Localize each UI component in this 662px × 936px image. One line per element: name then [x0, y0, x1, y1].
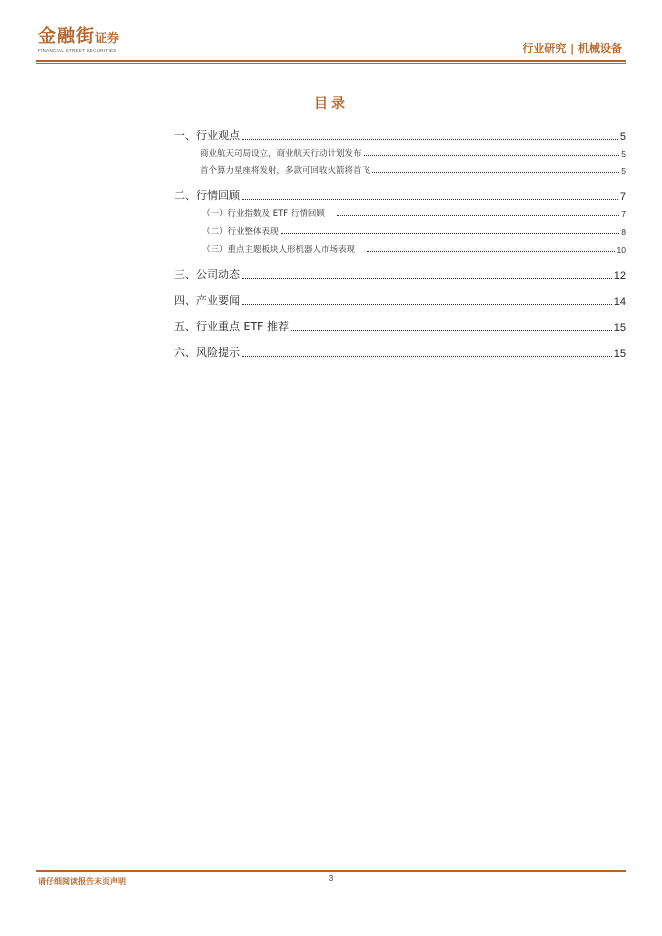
toc-leader — [364, 155, 620, 156]
toc-entry-label: 六、风险提示 — [174, 346, 240, 359]
toc-entry[interactable] — [174, 295, 626, 308]
toc-entry-label: 二、行情回顾 — [174, 189, 240, 202]
toc-entry[interactable] — [174, 321, 626, 334]
toc-entry[interactable] — [174, 244, 626, 255]
table-of-contents — [174, 130, 626, 360]
toc-entry-label: 五、行业重点 ETF 推荐 — [174, 320, 289, 333]
toc-entry[interactable] — [174, 269, 626, 282]
toc-entry-page: 5 — [621, 149, 626, 159]
header-divider — [36, 60, 626, 62]
toc-entry-page: 5 — [619, 131, 626, 143]
toc-entry[interactable] — [174, 208, 626, 219]
toc-entry-label: 一、行业观点 — [174, 129, 240, 142]
toc-entry-label: 四、产业要闻 — [174, 294, 240, 307]
toc-leader — [372, 172, 619, 173]
toc-leader — [242, 356, 612, 357]
logo-name-cn: 金融街 — [38, 26, 95, 47]
toc-entry-page: 12 — [613, 270, 626, 282]
toc-entry-label: 三、公司动态 — [174, 268, 240, 281]
toc-leader — [337, 215, 619, 216]
toc-leader — [242, 199, 618, 200]
toc-entry-page: 5 — [621, 166, 626, 176]
logo-text — [38, 27, 119, 48]
toc-leader — [242, 278, 612, 279]
report-category: 行业研究 | 机械设备 — [522, 42, 622, 55]
toc-leader — [367, 251, 615, 252]
logo-name-en: FINANCIAL STREET SECURITIES — [38, 48, 117, 53]
toc-entry-label: 商业航天司局设立，商业航天行动计划发布 — [200, 149, 362, 159]
toc-entry-label: （一）行业指数及 ETF 行情回顾 — [202, 209, 325, 219]
toc-entry-page: 15 — [613, 322, 626, 334]
toc-entry-page: 15 — [613, 348, 626, 360]
toc-leader — [242, 139, 618, 140]
header-divider-thin — [36, 63, 626, 64]
toc-entry[interactable] — [174, 130, 626, 143]
toc-entry[interactable] — [174, 165, 626, 176]
toc-title: 目录 — [314, 96, 348, 112]
logo-name-cn-small: 证券 — [95, 31, 120, 45]
toc-entry-page: 8 — [621, 227, 626, 237]
company-logo — [38, 27, 119, 54]
toc-entry-label: （三）重点主题板块人形机器人市场表现 — [202, 245, 356, 255]
page-number: 3 — [328, 874, 334, 883]
toc-leader — [242, 304, 612, 305]
toc-leader — [281, 233, 620, 234]
toc-entry-label: 首个算力星座将发射，多款可回收火箭将首飞 — [200, 166, 371, 176]
footer-divider — [36, 870, 626, 872]
toc-entry[interactable] — [174, 226, 626, 237]
toc-entry-page: 10 — [616, 245, 626, 255]
toc-entry-page: 7 — [619, 191, 626, 203]
toc-entry-page: 7 — [621, 209, 626, 219]
footer-disclaimer: 请仔细阅读报告末页声明 — [38, 877, 126, 886]
toc-entry[interactable] — [174, 190, 626, 203]
toc-entry-label: （二）行业整体表现 — [202, 227, 279, 237]
toc-entry[interactable] — [174, 347, 626, 360]
toc-entry[interactable] — [174, 148, 626, 159]
toc-leader — [291, 330, 612, 331]
toc-entry-page: 14 — [613, 296, 626, 308]
